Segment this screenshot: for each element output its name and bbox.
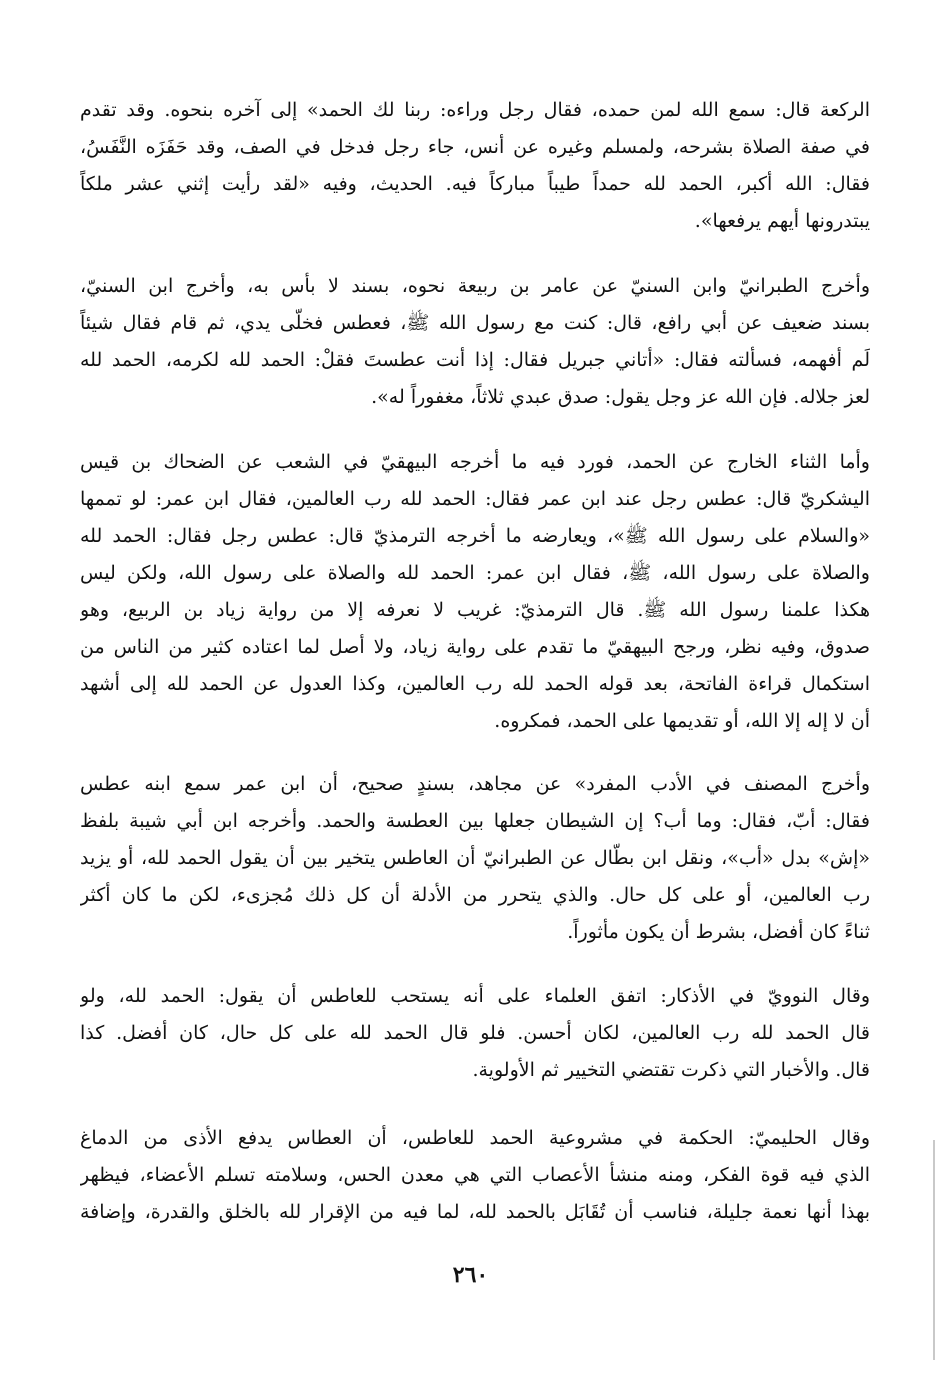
paragraph-5 — [80, 978, 870, 1089]
text-line: وأما الثناء الخارج عن الحمد، فورد فيه ما أخرجه البيهقيّ في الشعب عن الضحاك بن قيس — [80, 451, 870, 473]
text-line: وقال الحليميّ: الحكمة في مشروعية الحمد للعاطس، أن العطاس يدفع الأذى من الدماغ — [80, 1127, 870, 1149]
text-line: في صفة الصلاة بشرحه، ولمسلم وغيره عن أنس، جاء رجل فدخل في الصف، وقد حَفَزَه النَّفَسُ، — [80, 136, 870, 158]
text-line: وأخرج المصنف في الأدب المفرد» عن مجاهد، بسندٍ صحيح، أن ابن عمر سمع ابنه عطس — [80, 773, 870, 795]
text-line: الركعة قال: سمع الله لمن حمده، فقال رجل وراءه: ربنا لك الحمد» إلى آخره بنحوه. وقد تقدم — [80, 99, 870, 121]
text-line: هكذا علمنا رسول الله ﷺ. قال الترمذيّ: غريب لا نعرفه إلا من رواية زياد بن الربيع، وهو — [80, 599, 870, 621]
text-line: فقال: الله أكبر، الحمد لله حمداً طيباً مباركاً فيه. الحديث، وفيه «لقد رأيت إثني عشر ملكاً — [80, 173, 870, 195]
text-line: الذي فيه قوة الفكر، ومنه منشأ الأعصاب التي هي معدن الحس، وسلامته تسلم الأعضاء، فيظهر — [80, 1164, 870, 1186]
text-line: قال الحمد لله رب العالمين، لكان أحسن. فلو قال الحمد لله على كل حال، كان أفضل. كذا — [80, 1022, 870, 1044]
paragraph-2 — [80, 268, 870, 416]
text-line: استكمال قراءة الفاتحة، بعد قوله الحمد لله رب العالمين، وكذا العدول عن الحمد لله إلى أشهد — [80, 673, 870, 695]
text-line: «والسلام على رسول الله ﷺ»، ويعارضه ما أخرجه الترمذيّ قال: عطس رجل فقال: الحمد لله — [80, 525, 870, 547]
text-line: ثناءً كان أفضل، بشرط أن يكون مأثوراً. — [567, 921, 870, 943]
paragraph-6 — [80, 1120, 870, 1231]
text-line: أن لا إله إلا الله، أو تقديمها على الحمد، فمكروه. — [494, 710, 870, 732]
paragraph-3 — [80, 444, 870, 740]
page-number: ٢٦٠ — [452, 1262, 489, 1288]
text-line: لَم أفهمه، فسألته فقال: «أتاني جبريل فقال: إذا أنت عطستَ فقلْ: الحمد لله لكرمه، الحمد لله — [80, 349, 870, 371]
text-line: «إش» بدل «أب»، ونقل ابن بطّال عن الطبرانيّ أن العاطس يتخير بين أن يقول الحمد لله، أو يزيد — [80, 847, 870, 869]
text-line: وقال النوويّ في الأذكار: اتفق العلماء على أنه يستحب للعاطس أن يقول: الحمد لله، ولو — [80, 985, 870, 1007]
paragraph-4 — [80, 766, 870, 951]
text-line: صدوق، وفيه نظر، ورجح البيهقيّ ما تقدم على رواية زياد، ولا أصل لما اعتاده كثير من الناس من — [80, 636, 870, 658]
text-line: وأخرج الطبرانيّ وابن السنيّ عن عامر بن ربيعة نحوه، بسند لا بأس به، وأخرج ابن السنيّ، — [80, 275, 870, 297]
text-line: بسند ضعيف عن أبي رافع، قال: كنت مع رسول الله ﷺ، فعطس فخلّى يدي، ثم قام فقال شيئاً — [80, 312, 870, 334]
text-line: والصلاة على رسول الله، ﷺ، فقال ابن عمر: الحمد لله والصلاة على رسول الله، ولكن ليس — [80, 562, 870, 584]
paragraph-1 — [80, 92, 870, 240]
text-line: رب العالمين، أو على كل حال. والذي يتحرر من الأدلة أن كل ذلك مُجزىء، لكن ما كان أكثر — [80, 884, 870, 906]
text-line: بهذا أنها نعمة جليلة، فناسب أن تُقَابَل بالحمد لله، لما فيه من الإقرار لله بالخلق والقدرة، وإضافة — [80, 1201, 870, 1223]
scan-edge-shadow — [933, 1140, 935, 1360]
text-line: قال. والأخبار التي ذكرت تقتضي التخيير ثم الأولوية. — [472, 1059, 870, 1081]
text-line: اليشكريّ قال: عطس رجل عند ابن عمر فقال: الحمد لله رب العالمين، فقال ابن عمر: لو تممها — [80, 488, 870, 510]
text-line: فقال: أبّ، فقال: وما أب؟ إن الشيطان جعلها بين العطسة والحمد. وأخرجه ابن أبي شيبة بلفظ — [80, 810, 870, 832]
text-line: لعز جلاله. فإن الله عز وجل يقول: صدق عبدي ثلاثاً، مغفوراً له». — [371, 386, 870, 408]
text-line: يبتدرونها أيهم يرفعها». — [694, 210, 870, 232]
